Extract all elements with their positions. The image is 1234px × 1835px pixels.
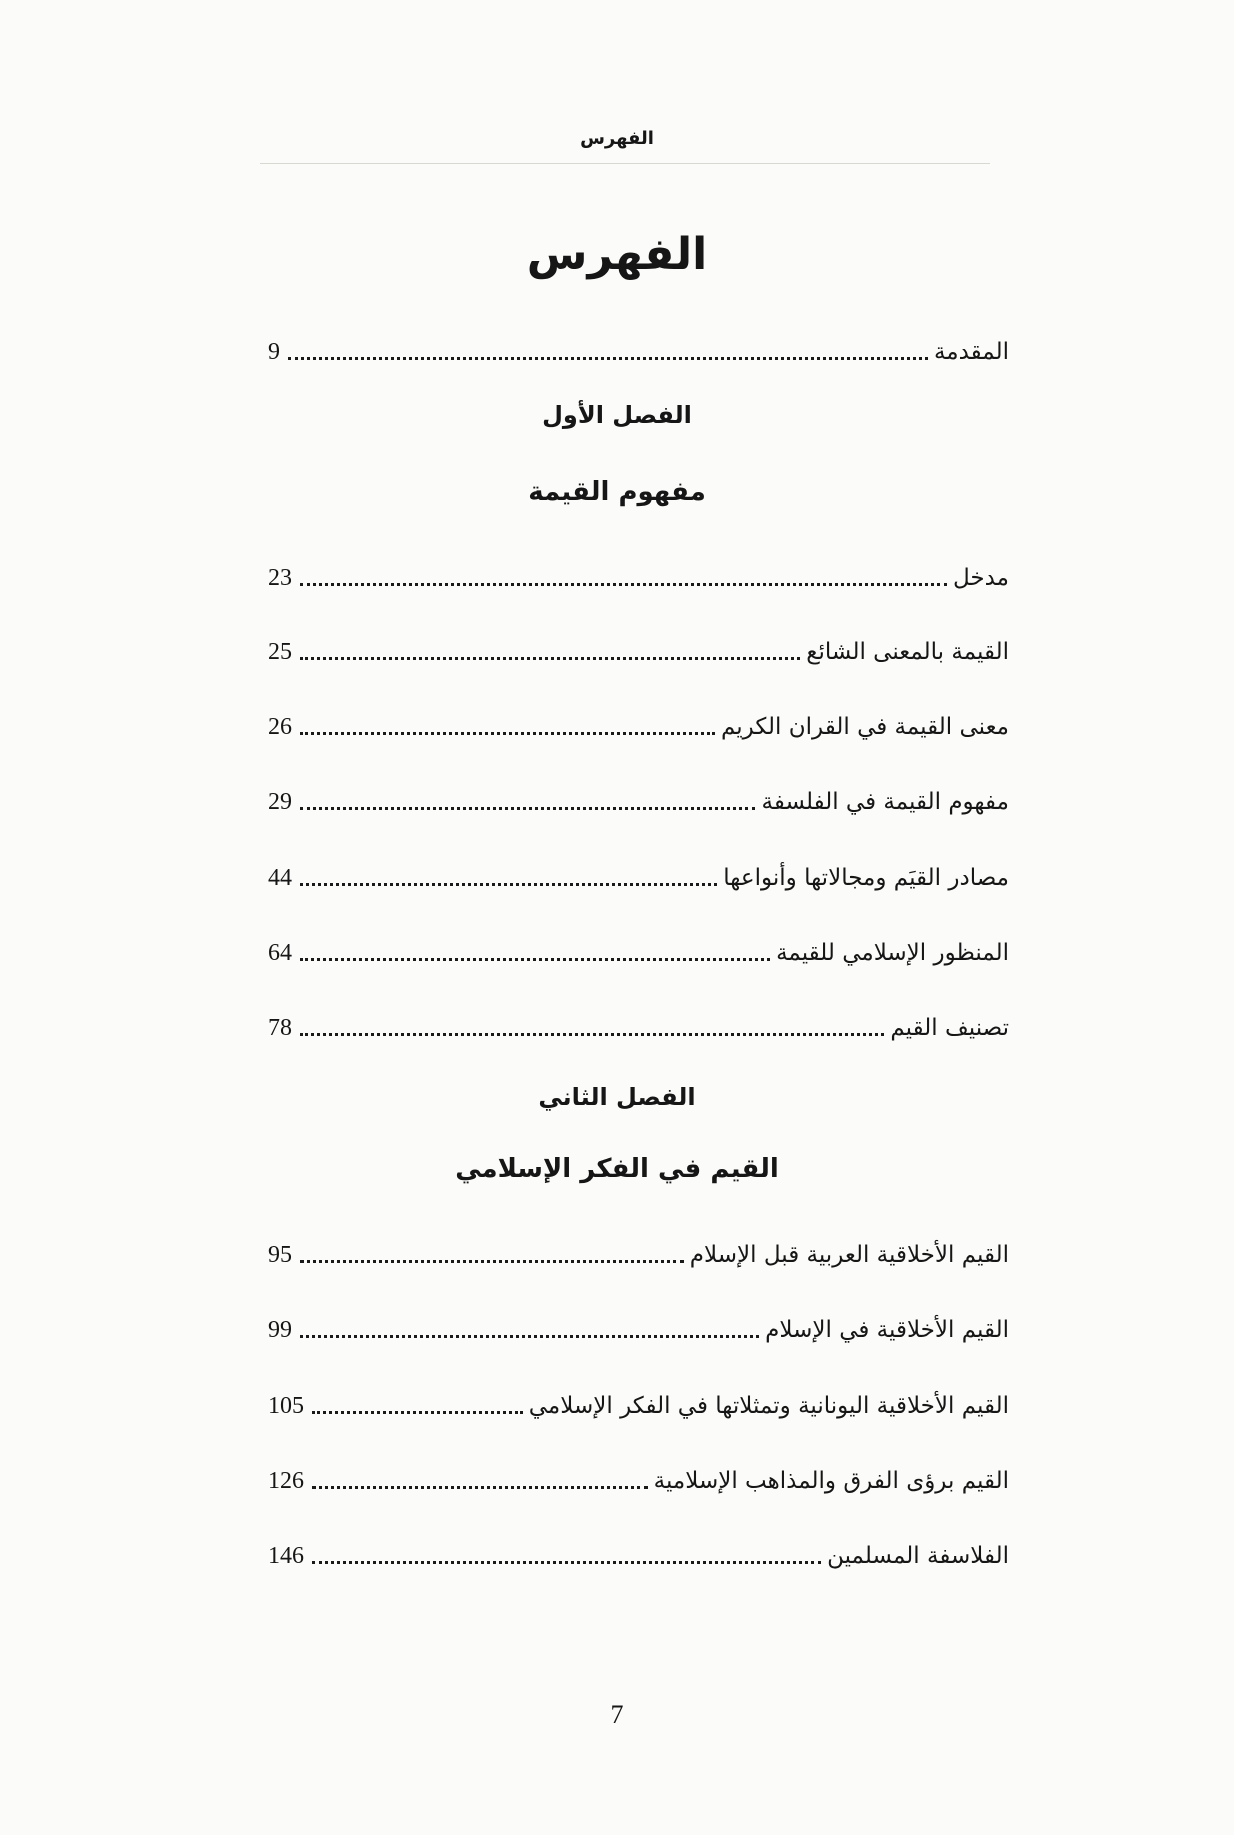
toc-entry[interactable] xyxy=(268,702,1009,742)
dot-leader xyxy=(300,883,717,886)
dot-leader xyxy=(300,732,715,735)
toc-entry-label: المنظور الإسلامي للقيمة xyxy=(776,940,1009,966)
chapter-2-heading: الفصل الثاني xyxy=(538,1083,696,1111)
running-head: الفهرس xyxy=(580,128,654,149)
dot-leader xyxy=(312,1411,523,1414)
chapter-2-subtitle: القيم في الفكر الإسلامي xyxy=(455,1154,779,1184)
page-title: الفهرس xyxy=(526,229,708,280)
toc-entry[interactable] xyxy=(268,1003,1009,1043)
toc-entry-label: مصادر القيَم ومجالاتها وأنواعها xyxy=(723,865,1009,891)
dot-leader xyxy=(300,1260,684,1263)
toc-entry-page: 146 xyxy=(268,1543,304,1569)
header-divider xyxy=(260,163,990,164)
toc-entry-label: القيم الأخلاقية اليونانية وتمثلاتها في الفكر الإسلامي xyxy=(528,1393,1009,1419)
toc-entry[interactable] xyxy=(268,1456,1009,1496)
toc-entry[interactable] xyxy=(268,1381,1009,1421)
toc-entry[interactable] xyxy=(268,1230,1009,1270)
toc-entry-label: مفهوم القيمة في الفلسفة xyxy=(761,789,1009,815)
toc-entry-page: 78 xyxy=(268,1015,292,1041)
dot-leader xyxy=(312,1561,821,1564)
toc-entry-page: 64 xyxy=(268,940,292,966)
toc-entry-page: 44 xyxy=(268,865,292,891)
toc-entry[interactable] xyxy=(268,1305,1009,1345)
toc-entry-introduction[interactable] xyxy=(268,327,1009,367)
toc-entry-label: تصنيف القيم xyxy=(890,1015,1009,1041)
toc-entry[interactable] xyxy=(268,853,1009,893)
toc-entry-label: القيم الأخلاقية في الإسلام xyxy=(765,1317,1009,1343)
dot-leader xyxy=(300,1033,884,1036)
toc-entry-page: 95 xyxy=(268,1242,292,1268)
dot-leader xyxy=(300,1335,759,1338)
toc-entry-label: القيم الأخلاقية العربية قبل الإسلام xyxy=(689,1242,1009,1268)
page-number: 7 xyxy=(610,1700,624,1729)
dot-leader xyxy=(300,583,947,586)
chapter-1-subtitle: مفهوم القيمة xyxy=(528,477,706,507)
dot-leader xyxy=(300,958,770,961)
toc-entry-page: 23 xyxy=(268,565,292,591)
toc-entry[interactable] xyxy=(268,553,1009,593)
toc-entry-label: معنى القيمة في القران الكريم xyxy=(720,714,1009,740)
toc-entry-page: 9 xyxy=(268,339,280,365)
toc-entry-page: 25 xyxy=(268,639,292,665)
chapter-1-heading: الفصل الأول xyxy=(542,401,692,429)
toc-entry-page: 105 xyxy=(268,1393,304,1419)
toc-entry-label: مدخل xyxy=(952,565,1009,591)
toc-entry-page: 26 xyxy=(268,714,292,740)
toc-entry-label: القيمة بالمعنى الشائع xyxy=(806,639,1009,665)
toc-entry-page: 99 xyxy=(268,1317,292,1343)
dot-leader xyxy=(300,807,755,810)
dot-leader xyxy=(300,657,800,660)
toc-entry-label: الفلاسفة المسلمين xyxy=(827,1543,1009,1569)
toc-entry-page: 126 xyxy=(268,1468,304,1494)
toc-entry-label: المقدمة xyxy=(933,339,1009,365)
toc-entry-page: 29 xyxy=(268,789,292,815)
toc-entry[interactable] xyxy=(268,627,1009,667)
toc-entry-label: القيم برؤى الفرق والمذاهب الإسلامية xyxy=(653,1468,1009,1494)
toc-entry[interactable] xyxy=(268,928,1009,968)
dot-leader xyxy=(288,357,928,360)
toc-entry[interactable] xyxy=(268,1531,1009,1571)
toc-entry[interactable] xyxy=(268,777,1009,817)
dot-leader xyxy=(312,1486,648,1489)
